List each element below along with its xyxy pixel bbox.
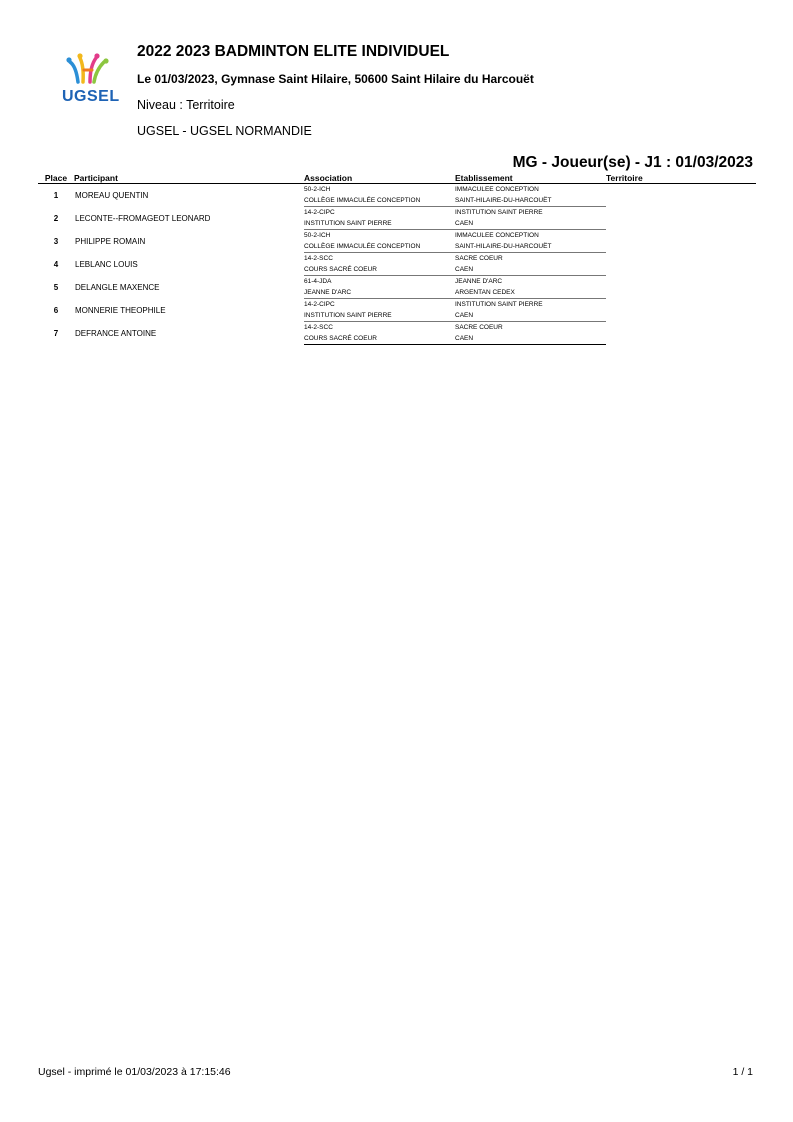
row-participant: PHILIPPE ROMAIN — [75, 236, 146, 246]
col-header-territoire: Territoire — [606, 173, 756, 184]
logo-figure-green — [94, 62, 104, 82]
row-territoire — [606, 207, 756, 230]
page-number: 1 / 1 — [732, 1066, 753, 1078]
row-territoire — [606, 184, 756, 207]
event-category: MG - Joueur(se) - J1 : 01/03/2023 — [512, 154, 753, 171]
row-etablissement-city: CAEN — [455, 310, 606, 322]
row-association-name: COURS SACRÉ COEUR — [304, 333, 455, 345]
row-association-code: 14-2-SCC — [304, 255, 333, 262]
row-etablissement-name: SACRE COEUR — [455, 255, 503, 262]
row-participant: LECONTE--FROMAGEOT LEONARD — [75, 213, 211, 223]
row-association-code: 14-2-CIPC — [304, 301, 335, 308]
results-table — [38, 173, 756, 345]
col-header-place: Place — [38, 173, 74, 184]
col-header-participant: Participant — [74, 173, 304, 184]
table-row — [38, 184, 756, 196]
event-date-location: Le 01/03/2023, Gymnase Saint Hilaire, 50600 Saint Hilaire du Harcouët — [137, 72, 534, 86]
row-place: 4 — [53, 259, 59, 269]
col-header-association: Association — [304, 173, 455, 184]
row-territoire — [606, 276, 756, 299]
organization: UGSEL - UGSEL NORMANDIE — [137, 124, 312, 138]
row-etablissement-city: CAEN — [455, 333, 606, 345]
row-etablissement-name: INSTITUTION SAINT PIERRE — [455, 209, 543, 216]
row-etablissement-city: SAINT-HILAIRE-DU-HARCOUËT — [455, 195, 606, 207]
table-row — [38, 253, 756, 265]
row-place: 6 — [53, 305, 59, 315]
document-title: 2022 2023 BADMINTON ELITE INDIVIDUEL — [137, 43, 450, 60]
table-row — [38, 230, 756, 242]
row-etablissement-city: SAINT-HILAIRE-DU-HARCOUËT — [455, 241, 606, 253]
row-participant: DEFRANCE ANTOINE — [75, 328, 157, 338]
row-place: 3 — [53, 236, 59, 246]
row-etablissement-name: INSTITUTION SAINT PIERRE — [455, 301, 543, 308]
row-etablissement-city: ARGENTAN CEDEX — [455, 287, 606, 299]
table-row — [38, 276, 756, 288]
table-header-row — [38, 173, 756, 184]
row-association-code: 14-2-SCC — [304, 324, 333, 331]
row-participant: LEBLANC LOUIS — [75, 259, 138, 269]
row-place: 5 — [53, 282, 59, 292]
row-association-name: INSTITUTION SAINT PIERRE — [304, 218, 455, 230]
row-etablissement-name: IMMACULEE CONCEPTION — [455, 186, 539, 193]
row-association-code: 50-2-ICH — [304, 232, 331, 239]
row-association-name: COLLÈGE IMMACULÉE CONCEPTION — [304, 195, 455, 207]
row-territoire — [606, 230, 756, 253]
col-header-etablissement: Etablissement — [455, 173, 606, 184]
table-row — [38, 322, 756, 334]
row-association-name: COURS SACRÉ COEUR — [304, 264, 455, 276]
print-timestamp: Ugsel - imprimé le 01/03/2023 à 17:15:46 — [38, 1066, 231, 1078]
row-association-code: 61-4-JDA — [304, 278, 332, 285]
row-association-code: 14-2-CIPC — [304, 209, 335, 216]
row-association-name: INSTITUTION SAINT PIERRE — [304, 310, 455, 322]
ugsel-logo — [60, 52, 128, 108]
row-place: 2 — [53, 213, 59, 223]
logo-figure-blue — [70, 62, 78, 82]
row-place: 7 — [53, 328, 59, 338]
row-association-name: COLLÈGE IMMACULÉE CONCEPTION — [304, 241, 455, 253]
row-etablissement-name: JEANNE D'ARC — [455, 278, 503, 285]
row-etablissement-name: SACRE COEUR — [455, 324, 503, 331]
row-place: 1 — [53, 190, 59, 200]
row-participant: MONNERIE THEOPHILE — [75, 305, 166, 315]
row-association-name: JEANNE D'ARC — [304, 287, 455, 299]
logo-text: UGSEL — [62, 88, 120, 105]
row-etablissement-name: IMMACULEE CONCEPTION — [455, 232, 539, 239]
table-row — [38, 207, 756, 219]
row-territoire — [606, 299, 756, 322]
row-territoire — [606, 253, 756, 276]
ugsel-figures-icon — [60, 52, 128, 90]
row-participant: MOREAU QUENTIN — [75, 190, 149, 200]
competition-level: Niveau : Territoire — [137, 98, 235, 112]
row-etablissement-city: CAEN — [455, 218, 606, 230]
row-participant: DELANGLE MAXENCE — [75, 282, 160, 292]
row-territoire — [606, 322, 756, 345]
row-association-code: 50-2-ICH — [304, 186, 331, 193]
row-etablissement-city: CAEN — [455, 264, 606, 276]
table-row — [38, 299, 756, 311]
